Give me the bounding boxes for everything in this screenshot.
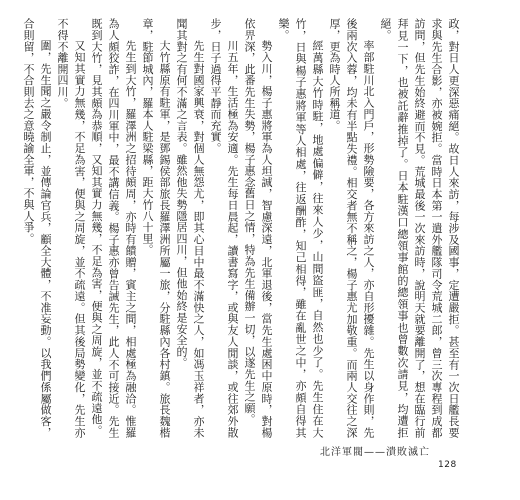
paragraph: 又知其實力無幾，不足為害，便與之周旋，並不疏遠。但其後局勢變化，先生亦不得不離開四川。 (56, 18, 86, 438)
running-header: 北洋軍閥——潰敗滅亡 (320, 447, 430, 458)
paragraph: 先生對國家興衰，對個人無怨尤，即其心目中最不滿快之人，如馮玉祥者，亦未聞其對之有何不滿之言表。雖然他失勢隱居四川，但他始終是安全的。 (175, 18, 205, 438)
paragraph: 政，對日人更深惡痛絕。故日人來訪，每涉及國事，定遭嚴拒。甚至有一次日艦長要求與先生合影，亦被婉拒。當時日本第一遣外艦隊司令荒城二郎，曾三次專程到成都訪問，但先生始終避而不見。荒城最後一次來訪時，說明天就要離開了，想在臨行前拜見一下，也被託辭推掉了。日本駐漢口總領事館的總領事也曾數次請見，均遭拒絕。 (379, 18, 460, 438)
paragraph: 圍，先生聞之嚴令制止，並傳論官兵，顧全大體，不准妄動。以我們係屬做客，合則留，不合則去之意曉諭全軍，不與人爭。 (22, 18, 52, 438)
paragraph: 勢入川，楊子惠將軍為人坦誠，智慮深遠，北軍退後，當先生處困中原時，對楊依畀深，此番先生失勢，楊子惠念舊日之情，特為先生備辦一切，以遂先生之願。 (243, 18, 273, 438)
body-text (22, 18, 462, 438)
paragraph: 經萬縣大竹時駐，地處偏僻，往來人少，山間盜匪，自然也少了。先生住在大竹，日與楊子惠將軍等人相處，往返酬酢，知己相得，雖在亂世之中，亦頗自得其樂。 (277, 18, 324, 438)
paragraph: 大竹縣原有駐軍，是鄧錫侯部旅長羅澤洲所屬一旅，分駐縣內各村鎮。旅長魏楷章，駐節城內，羅本人駐梁縣，距大竹八十里。 (141, 18, 171, 438)
paragraph: 先生到大竹，羅澤洲之招待頗周，亦時有饋贈，賓主之間，相處極為融洽。惟羅為人頗狡詐，在四川軍中，最不講信義。楊子惠亦曾告誡先生，此人不可接近。先生既到大竹，見其頗為恭順，又知其實力無幾，不足為害，便與之周旋，並不疏遠他。 (90, 18, 137, 438)
page-number: 128 (438, 460, 457, 470)
paragraph: 率部駐川北入門戶，形勢險要，各方來訪之人，亦自形擾雜。先生以身作則，先後兩次入蓉，均未有半點失禮。相交者無不稱之，楊子惠尤加敬重。而兩人交往之深厚，更為時人所稱道。 (328, 18, 375, 438)
paragraph: 川五年，生活極為安適。先生每日晨起，讀書寫字，或與友人閒談，或往郊外散步，日子過得平靜而充實。 (209, 18, 239, 438)
